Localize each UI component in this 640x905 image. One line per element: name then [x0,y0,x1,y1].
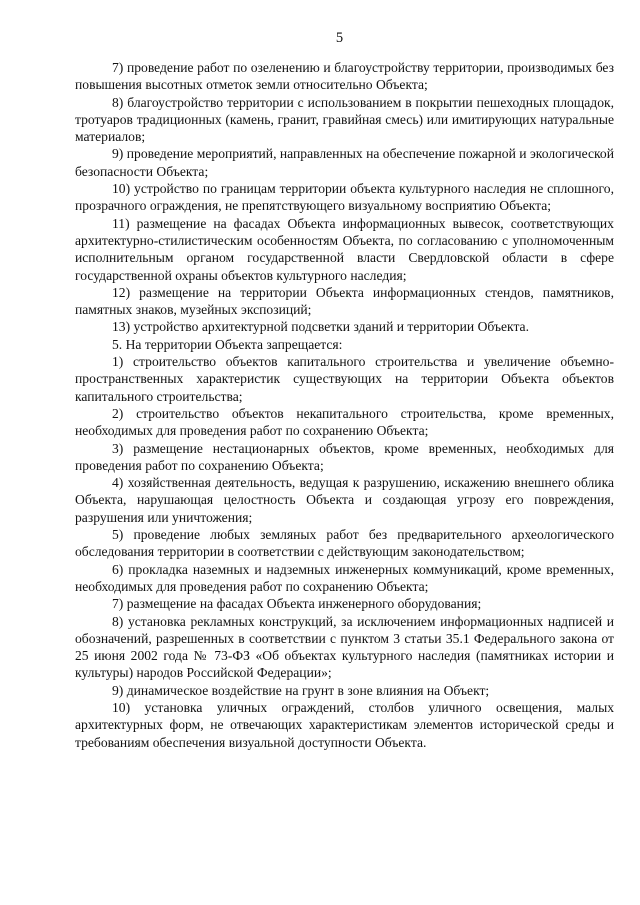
item-text: благоустройство территории с использованием в покрытии пешеходных площадок, тротуаров традиционных (камень, гранит, гравийная смесь) или имитирующих натуральные материалов; [75,94,614,145]
item-number: 9) [112,682,124,698]
item-number: 2) [112,405,124,421]
list-item [75,94,614,146]
item-number: 3) [112,440,124,456]
item-number: 5) [112,527,124,543]
item-number: 4) [112,475,124,491]
item-number: 7) [112,60,124,75]
section-heading [75,336,614,353]
item-number: 8) [112,94,124,110]
item-number: 12) [112,284,131,300]
item-text: строительство объектов капитального строительства и увеличение объемно-пространственных характеристик существующих на территории Объекта объектов капитального строительства; [75,354,614,404]
item-text: установка рекламных конструкций, за исключением информационных надписей и обозначений, разрешенных в соответствии с пунктом 3 статьи 35.1 Федерального закона от 25 июня 2002 года № 73-ФЗ «Об объектах культурного наследия (памятниках истории и культуры) народов Российской Федерации»; [75,613,614,681]
item-number: 11) [112,215,130,231]
list-item [75,180,614,215]
item-text: проведение любых земляных работ без предварительного археологического обследования территории в соответствии с действующим законодательством; [75,527,614,560]
item-number: 13) [112,319,131,335]
item-number: 10) [112,181,131,197]
list-item [75,474,614,526]
item-text: размещение на фасадах Объекта инженерного оборудования; [126,596,482,612]
item-text: установка уличных ограждений, столбов уличного освещения, малых архитектурных форм, не отвечающих характеристикам элементов исторической среды и требованиям обеспечения визуальной доступности Объекта. [75,699,615,750]
item-text: размещение на фасадах Объекта информационных вывесок, соответствующих архитектурно-стилистическим особенностям Объекта, по согласованию с уполномоченным исполнительным органом государственной власти Свердловской области в сфере государственной охраны объектов культурного наследия; [75,215,614,283]
section-text: На территории Объекта запрещается: [125,336,343,352]
list-item [75,353,614,405]
list-item [75,440,614,475]
list-item [75,405,614,440]
document-body [75,59,614,751]
list-item [75,613,614,682]
list-item [75,284,614,319]
item-text: хозяйственная деятельность, ведущая к разрушению, искажению внешнего облика Объекта, нарушающая целостность Объекта и создающая угрозу его повреждения, разрушения или уничтожения; [75,475,614,525]
list-item [75,595,614,612]
item-text: проведение работ по озеленению и благоустройству территории, производимых без повышения высотных отметок земли относительно Объекта; [75,60,615,93]
item-text: строительство объектов некапитального строительства, кроме временных, необходимых для проведения работ по сохранению Объекта; [75,405,614,439]
list-item [75,682,614,699]
item-text: устройство по границам территории объекта культурного наследия не сплошного, прозрачного ограждения, не препятствующего визуальному восприятию Объекта; [75,181,614,214]
item-number: 7) [112,596,124,612]
item-number: 9) [112,146,124,162]
section-number: 5. [112,336,123,352]
list-item [75,699,614,751]
item-text: динамическое воздействие на грунт в зоне влияния на Объект; [126,682,490,698]
list-item [75,318,614,335]
item-number: 8) [112,613,124,629]
list-item [75,526,614,561]
item-text: размещение на территории Объекта информационных стендов, памятников, памятных знаков, музейных экспозиций; [75,284,614,318]
list-item [75,59,614,94]
item-number: 1) [112,354,124,370]
list-item [75,145,614,180]
list-item [75,215,614,284]
item-number: 10) [112,699,131,715]
item-text: проведение мероприятий, направленных на обеспечение пожарной и экологической безопасности Объекта; [75,146,614,179]
item-text: размещение нестационарных объектов, кроме временных, необходимых для проведения работ по сохранению Объекта; [75,440,614,473]
item-text: устройство архитектурной подсветки зданий и территории Объекта. [133,319,529,335]
item-text: прокладка наземных и надземных инженерных коммуникаций, кроме временных, необходимых для проведения работ по сохранению Объекта; [75,561,614,594]
list-item [75,561,614,596]
page-number: 5 [335,30,344,46]
item-number: 6) [112,561,124,577]
